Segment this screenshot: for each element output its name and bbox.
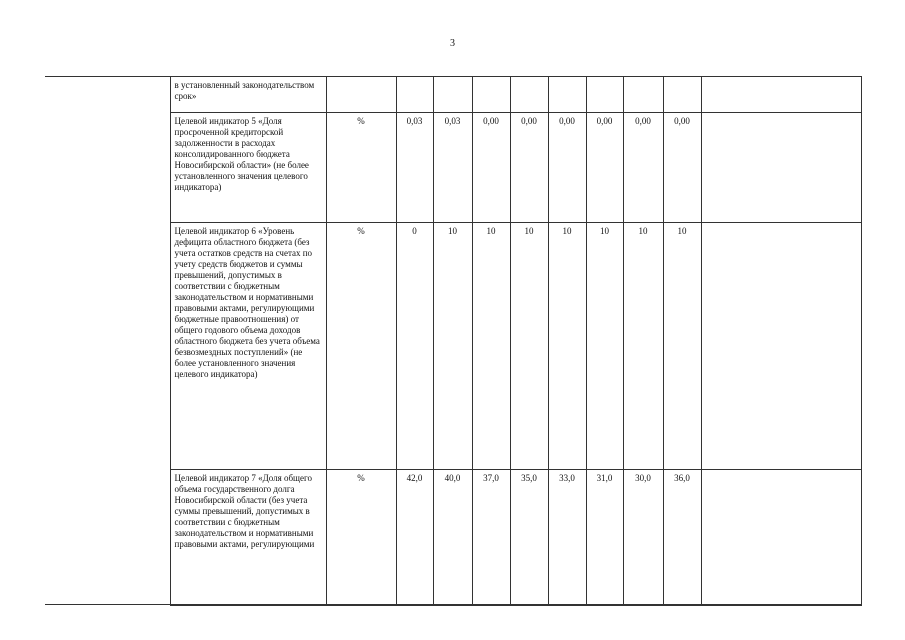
value-cell bbox=[623, 77, 663, 113]
value-cell bbox=[548, 77, 586, 113]
note-cell bbox=[701, 223, 861, 470]
value-cell: 0,00 bbox=[586, 113, 623, 223]
value-cell: 37,0 bbox=[472, 470, 510, 605]
indicators-table bbox=[45, 76, 862, 606]
value-cell: 0,00 bbox=[663, 113, 701, 223]
value-cell: 40,0 bbox=[433, 470, 472, 605]
value-cell: 10 bbox=[663, 223, 701, 470]
indicator-description: Целевой индикатор 7 «Доля общего объема государственного долга Новосибирской области (без учета суммы превышений, допустимых в соответствии с бюджетным законодательством и нормативными правовыми актами, регулирующими bbox=[170, 470, 326, 605]
value-cell: 0,03 bbox=[396, 113, 433, 223]
value-cell: 10 bbox=[586, 223, 623, 470]
value-cell: 36,0 bbox=[663, 470, 701, 605]
value-cell bbox=[396, 77, 433, 113]
value-cell: 10 bbox=[433, 223, 472, 470]
unit-cell bbox=[326, 77, 396, 113]
value-cell bbox=[663, 77, 701, 113]
value-cell: 0,00 bbox=[548, 113, 586, 223]
indicator-description: Целевой индикатор 5 «Доля просроченной кредиторской задолженности в расходах консолидированного бюджета Новосибирской области» (не более установленного значения целевого индикатора) bbox=[170, 113, 326, 223]
value-cell: 10 bbox=[548, 223, 586, 470]
value-cell: 42,0 bbox=[396, 470, 433, 605]
value-cell: 0 bbox=[396, 223, 433, 470]
value-cell bbox=[510, 77, 548, 113]
table-body bbox=[45, 77, 861, 605]
value-cell: 0,00 bbox=[472, 113, 510, 223]
value-cell: 31,0 bbox=[586, 470, 623, 605]
value-cell: 0,03 bbox=[433, 113, 472, 223]
unit-cell: % bbox=[326, 470, 396, 605]
value-cell bbox=[472, 77, 510, 113]
value-cell: 33,0 bbox=[548, 470, 586, 605]
unit-cell: % bbox=[326, 113, 396, 223]
value-cell: 0,00 bbox=[510, 113, 548, 223]
note-cell bbox=[701, 77, 861, 113]
note-cell bbox=[701, 470, 861, 605]
table-row bbox=[45, 77, 861, 113]
value-cell bbox=[433, 77, 472, 113]
value-cell: 10 bbox=[472, 223, 510, 470]
note-cell bbox=[701, 113, 861, 223]
page-number: 3 bbox=[450, 38, 455, 49]
value-cell bbox=[586, 77, 623, 113]
unit-cell: % bbox=[326, 223, 396, 470]
value-cell: 10 bbox=[510, 223, 548, 470]
program-cell bbox=[45, 77, 170, 605]
indicator-description: в установленный законодательством срок» bbox=[170, 77, 326, 113]
value-cell: 30,0 bbox=[623, 470, 663, 605]
indicator-description: Целевой индикатор 6 «Уровень дефицита областного бюджета (без учета остатков средств на счетах по учету средств бюджетов и суммы превышений, допустимых в соответствии с бюджетным законодательством и нормативными правовыми актами, регулирующими бюджетные правоотношения) от общего годового объема доходов областного бюджета без учета объема безвозмездных поступлений» (не более установленного значения целевого индикатора) bbox=[170, 223, 326, 470]
value-cell: 10 bbox=[623, 223, 663, 470]
value-cell: 35,0 bbox=[510, 470, 548, 605]
value-cell: 0,00 bbox=[623, 113, 663, 223]
